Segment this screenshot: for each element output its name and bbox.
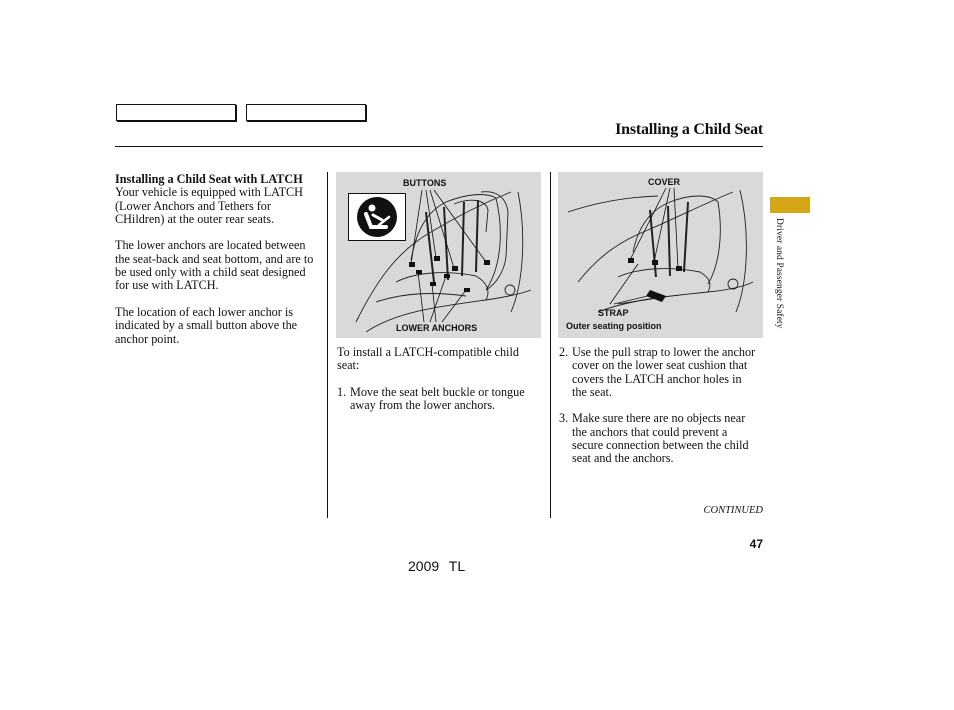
paragraph: The lower anchors are located between the seat-back and seat bottom, and are to be used only with a child seat designed for use with LATCH. (115, 238, 314, 293)
figure-caption: Outer seating position (566, 321, 662, 331)
step-number: 2. (559, 345, 569, 359)
page-number: 47 (749, 537, 763, 551)
paragraph: To install a LATCH-compatible child seat: (337, 345, 519, 373)
section-heading: Installing a Child Seat with LATCH (115, 172, 303, 186)
column-2 (337, 346, 541, 412)
label-strap: STRAP (598, 308, 629, 318)
page-title: Installing a Child Seat (615, 121, 763, 138)
step-text: Use the pull strap to lower the anchor cover on the lower seat cushion that covers the LATCH anchor holes in the seat. (572, 345, 756, 399)
model-label: 2009 TL (408, 558, 466, 574)
figure-anchor-cover (558, 172, 763, 338)
seat-cover-illustration (558, 172, 763, 338)
step-number: 3. (559, 411, 569, 426)
column-divider (327, 172, 328, 518)
section-label-text: Driver and Passenger Safety (774, 218, 784, 329)
column-divider (550, 172, 551, 518)
continued-note: CONTINUED (703, 505, 763, 516)
paragraph: The location of each lower anchor is indicated by a small button above the anchor point. (115, 304, 298, 346)
figure-lower-anchors (336, 172, 541, 338)
step-item (337, 386, 541, 413)
nav-button-previous[interactable] (116, 104, 236, 121)
step-text: Move the seat belt buckle or tongue away from the lower anchors. (350, 384, 525, 413)
step-item (559, 346, 759, 399)
section-tab[interactable] (770, 197, 810, 213)
step-number: 1. (337, 384, 347, 399)
label-lower-anchors: LOWER ANCHORS (396, 323, 478, 333)
child-seat-anchor-icon (348, 193, 406, 241)
paragraph: Your vehicle is equipped with LATCH (Lower Anchors and Tethers for CHildren) at the outer rear seats. (115, 185, 303, 226)
step-text: Make sure there are no objects near the anchors that could prevent a secure connection between the child seat and the anchors. (572, 411, 749, 466)
step-item (559, 412, 759, 465)
label-buttons: BUTTONS (403, 178, 447, 188)
section-side-label (773, 218, 787, 358)
column-3 (559, 346, 759, 466)
header-divider (115, 146, 763, 147)
nav-button-next[interactable] (246, 104, 366, 121)
column-1 (115, 173, 320, 359)
label-cover: COVER (648, 177, 681, 187)
